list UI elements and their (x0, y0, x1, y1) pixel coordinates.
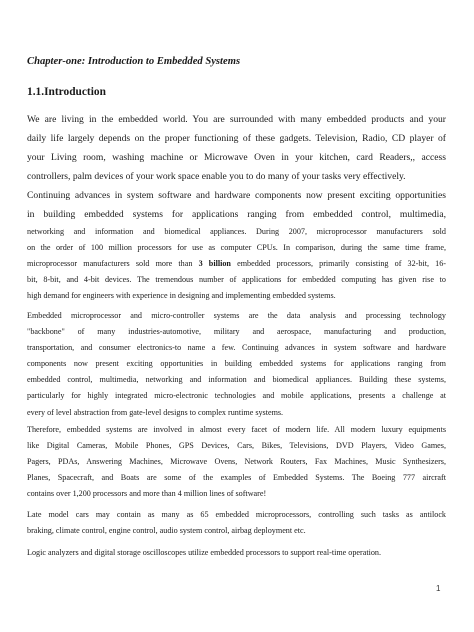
paragraph-4 (27, 422, 446, 502)
bold-text: 3 billion (198, 259, 231, 269)
paragraph-line: your Living room, washing machine or Microwave Oven in your kitchen, card Readers,, access (27, 152, 446, 163)
paragraph-line: transportation, and consumer electronics-to name a few. Continuing advances in system software and hardware (27, 343, 446, 353)
paragraph-line: braking, climate control, engine control, audio system control, airbag deployment etc. (27, 526, 306, 536)
text-run: embedded processors, primarily consisting of 32-bit, 16- (230, 259, 446, 269)
paragraph-6 (27, 545, 446, 561)
paragraph-line: Embedded microprocessor and micro-controller systems are the data analysis and processing technology (27, 311, 446, 320)
chapter-title: Chapter-one: Introduction to Embedded Systems (27, 56, 241, 67)
paragraph-line: Planes, Spacecraft, and Boats are some of the examples of Embedded Systems. The Boeing 777 aircraft (27, 473, 446, 483)
text-run: microprocessor manufacturers sold more than (27, 259, 199, 269)
paragraph-line: on the order of 100 million processors for use as computer CPUs. In comparison, during the same time frame, (27, 243, 446, 253)
paragraph-1 (27, 110, 446, 186)
paragraph-line: We are living in the embedded world. You are surrounded with many embedded products and your (27, 114, 446, 125)
paragraph-line: daily life largely depends on the proper functioning of these gadgets. Television, Radio, CD player of (27, 133, 446, 144)
paragraph-line: high demand for engineers with experience in designing and implementing embedded systems. (27, 291, 336, 301)
paragraph-line: particularly for highly integrated micro-electronic technologies and mobile applications, presents a challenge at (27, 391, 446, 401)
paragraph-line: Therefore, embedded systems are involved in almost every facet of modern life. All modern luxury equipments (27, 425, 446, 434)
paragraph-line: like Digital Cameras, Mobile Phones, GPS Devices, Cars, Bikes, Televisions, DVD Players, Video Games, (27, 441, 446, 451)
paragraph-line: bit, 8-bit, and 4-bit devices. The tremendous number of applications for embedded computing has given rise to (27, 275, 446, 285)
paragraph-line: Pagers, PDAs, Answering Machines, Microwave Ovens, Network Routers, Fax Machines, Music Synthesizers, (27, 457, 446, 467)
paragraph-line: Continuing advances in system software and hardware components now present exciting opportunities (27, 190, 446, 201)
paragraph-line: Logic analyzers and digital storage oscilloscopes utilize embedded processors to support real-time operation. (27, 548, 382, 557)
page-number: 1 (436, 584, 441, 593)
paragraph-line: contains over 1,200 processors and more than 4 million lines of software! (27, 489, 267, 499)
section-heading: 1.1.Introduction (27, 86, 106, 98)
paragraph-5 (27, 507, 446, 539)
paragraph-line: "backbone" of many industries-automotive, military and aerospace, manufacturing and production, (27, 327, 446, 337)
paragraph-line: every of level abstraction from gate-level designs to complex runtime systems. (27, 407, 284, 417)
paragraph-3 (27, 308, 446, 421)
paragraph-line-mixed (27, 256, 446, 272)
paragraph-2 (27, 186, 446, 224)
paragraph-2-continued (27, 224, 446, 304)
paragraph-line: embedded control, multimedia, networking and information and biomedical appliances. Building these systems, (27, 375, 446, 385)
paragraph-line: in building embedded systems for applications ranging from embedded control, multimedia, (27, 209, 446, 220)
paragraph-line: networking and information and biomedical appliances. During 2007, microprocessor manufacturers sold (27, 227, 446, 236)
paragraph-line: controllers, palm devices of your work space enable you to do many of your tasks very effectively. (27, 171, 406, 182)
paragraph-line: components now present exciting opportunities in building embedded systems for applications ranging from (27, 359, 446, 369)
paragraph-line: Late model cars may contain as many as 65 embedded microprocessors, controlling such tasks as antilock (27, 510, 446, 519)
